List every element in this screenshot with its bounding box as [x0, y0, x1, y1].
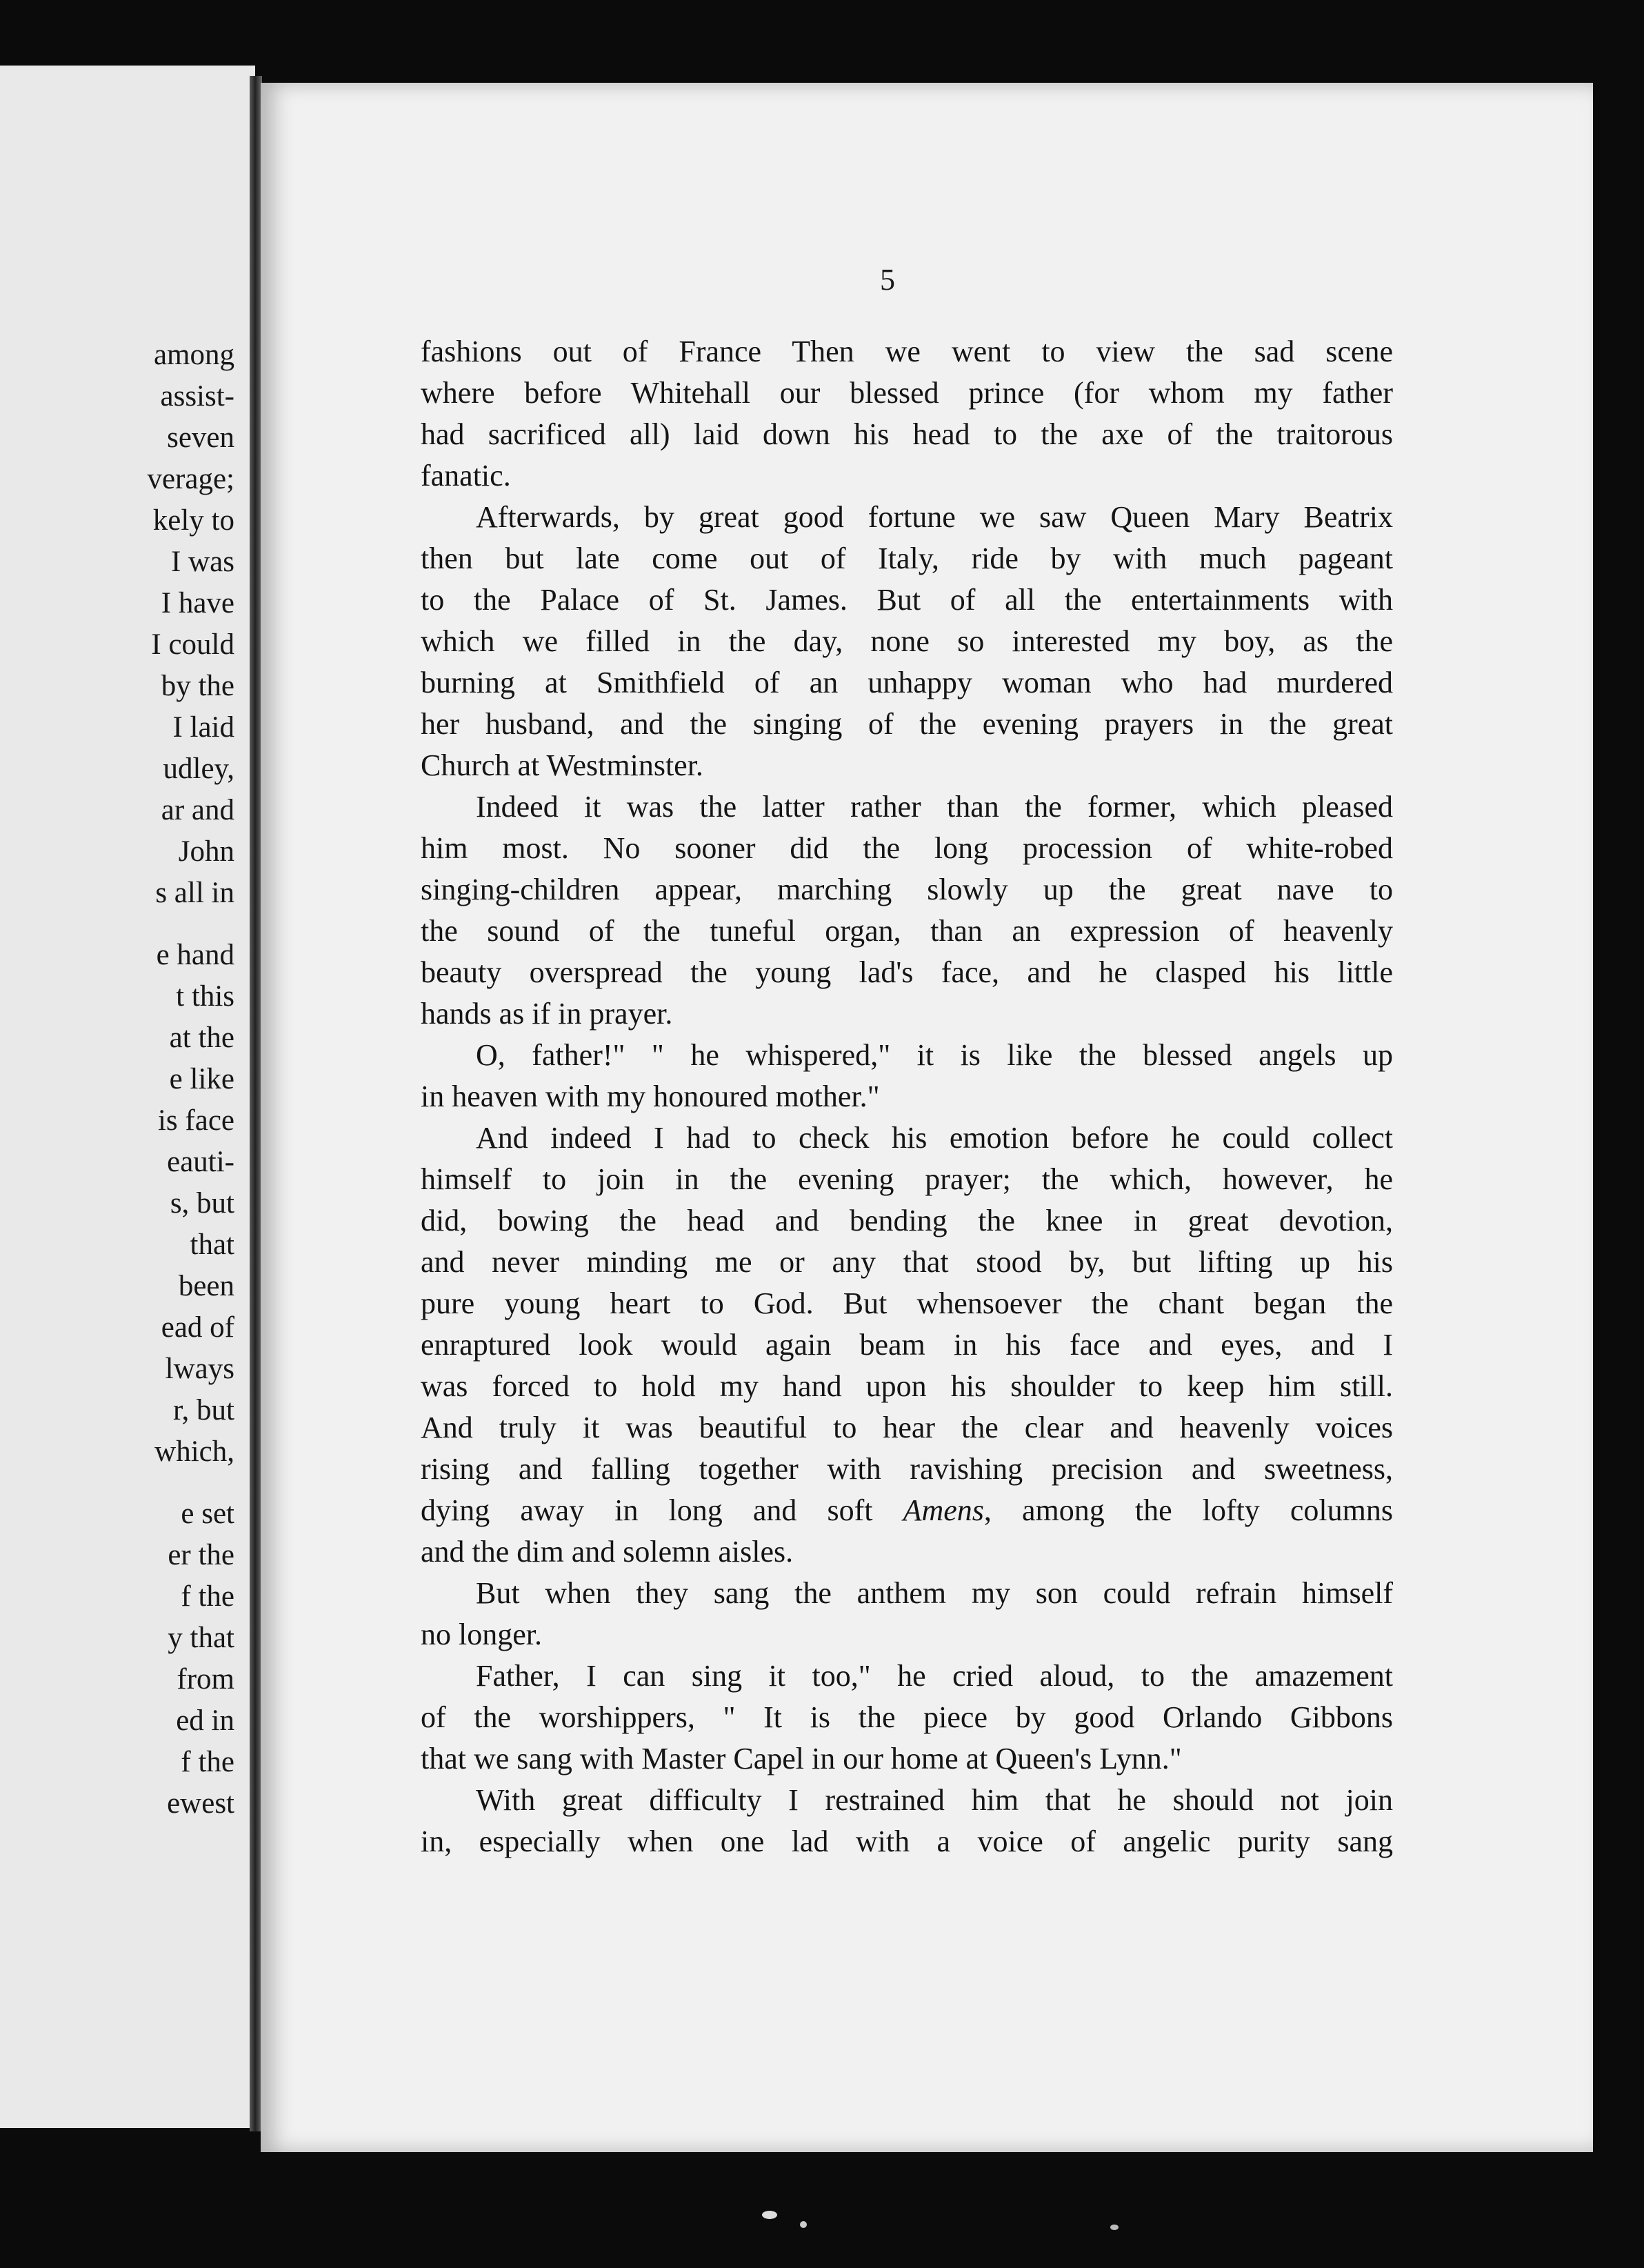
left-page-line: y that: [168, 1622, 234, 1654]
left-page-line: e hand: [156, 939, 234, 971]
left-page-line: assist-: [160, 380, 234, 412]
text-line: beauty overspread the young lad's face, and he clasped his little: [421, 955, 1393, 989]
text-line: was forced to hold my hand upon his shoulder to keep him still.: [421, 1369, 1393, 1403]
text-line: had sacrificed all) laid down his head to the axe of the traitorous: [421, 417, 1393, 451]
left-page-line: lways: [165, 1353, 234, 1385]
left-page-line: verage;: [147, 463, 234, 495]
left-page-line: I have: [161, 587, 234, 619]
text-line: O, father!" " he whispered," it is like the blessed angels up: [476, 1038, 1393, 1072]
text-line: Afterwards, by great good fortune we saw Queen Mary Beatrix: [476, 500, 1393, 534]
left-page-line: kely to: [152, 504, 234, 537]
text-line: of the worshippers, " It is the piece by good Orlando Gibbons: [421, 1700, 1393, 1734]
left-page-line: f the: [181, 1746, 234, 1778]
left-facing-page: [0, 66, 255, 2128]
text-line: where before Whitehall our blessed prince (for whom my father: [421, 376, 1393, 410]
text-line: and never minding me or any that stood by, but lifting up his: [421, 1245, 1393, 1279]
text-line: And truly it was beautiful to hear the clear and heavenly voices: [421, 1411, 1393, 1444]
left-page-line: e like: [169, 1063, 234, 1095]
scan-speck: [1110, 2225, 1119, 2230]
text-line: himself to join in the evening prayer; the which, however, he: [421, 1162, 1393, 1196]
text-line: her husband, and the singing of the evening prayers in the great: [421, 707, 1393, 741]
text-line: fanatic.: [421, 459, 511, 493]
text-line: in heaven with my honoured mother.": [421, 1080, 880, 1113]
text-line: to the Palace of St. James. But of all the entertainments with: [421, 583, 1393, 617]
text-line: in, especially when one lad with a voice of angelic purity sang: [421, 1824, 1393, 1858]
left-page-line: [147, 1473, 234, 1493]
text-line: no longer.: [421, 1618, 542, 1651]
left-page-line: s all in: [155, 877, 234, 909]
left-page-line: that: [190, 1228, 234, 1261]
left-page-line: er the: [168, 1539, 234, 1571]
text-line: that we sang with Master Capel in our home at Queen's Lynn.": [421, 1742, 1182, 1775]
left-page-line: I laid: [172, 711, 234, 744]
left-page-line: among: [153, 339, 234, 371]
left-page-text: [147, 335, 234, 1824]
left-page-line: seven: [167, 421, 234, 454]
left-page-line: is face: [157, 1104, 234, 1137]
text-line: burning at Smithfield of an unhappy woman who had murdered: [421, 666, 1393, 699]
text-line: which we filled in the day, none so interested my boy, as the: [421, 624, 1393, 658]
text-line: Indeed it was the latter rather than the former, which pleased: [476, 790, 1393, 824]
left-page-line: t this: [176, 980, 234, 1013]
text-line: And indeed I had to check his emotion before he could collect: [476, 1121, 1393, 1155]
text-line: dying away in long and soft Amens, among the lofty columns: [421, 1493, 1393, 1527]
text-line: then but late come out of Italy, ride by with much pageant: [421, 541, 1393, 575]
scan-speck: [800, 2221, 807, 2228]
left-page-line: I could: [151, 628, 234, 661]
text-line: hands as if in prayer.: [421, 997, 673, 1031]
left-page-line: eauti-: [167, 1146, 234, 1178]
text-line: Father, I can sing it too," he cried aloud, to the amazement: [476, 1659, 1393, 1693]
left-page-line: f the: [181, 1580, 234, 1613]
scan-speck: [762, 2211, 777, 2219]
text-line: rising and falling together with ravishing precision and sweetness,: [421, 1452, 1393, 1486]
text-line: pure young heart to God. But whensoever the chant began the: [421, 1286, 1393, 1320]
left-page-line: by the: [161, 670, 234, 702]
left-page-line: e set: [181, 1498, 234, 1530]
text-line: singing-children appear, marching slowly up the great nave to: [421, 873, 1393, 906]
left-page-line: ewest: [167, 1787, 234, 1820]
text-line: him most. No sooner did the long procession of white-robed: [421, 831, 1393, 865]
left-page-line: s, but: [170, 1187, 234, 1220]
left-page-line: been: [178, 1270, 234, 1302]
left-page-line: ead of: [161, 1311, 234, 1344]
right-page: [261, 83, 1593, 2152]
left-page-line: I was: [171, 546, 234, 578]
body-text: [421, 331, 1393, 1862]
text-line: did, bowing the head and bending the knee in great devotion,: [421, 1204, 1393, 1237]
text-line: enraptured look would again beam in his face and eyes, and I: [421, 1328, 1393, 1362]
left-page-line: John: [178, 835, 234, 868]
left-page-line: which,: [154, 1435, 234, 1468]
left-page-line: from: [177, 1663, 234, 1695]
left-page-line: ar and: [161, 794, 234, 826]
left-page-line: udley,: [163, 753, 234, 785]
text-line: fashions out of France Then we went to view the sad scene: [421, 335, 1393, 368]
page-number: 5: [880, 263, 895, 297]
left-page-line: ed in: [176, 1704, 234, 1737]
text-line: With great difficulty I restrained him that he should not join: [476, 1783, 1393, 1817]
text-line: Church at Westminster.: [421, 748, 703, 782]
left-page-line: at the: [169, 1022, 234, 1054]
left-page-line: [147, 914, 234, 935]
text-line: the sound of the tuneful organ, than an expression of heavenly: [421, 914, 1393, 948]
left-page-line: r, but: [172, 1394, 234, 1426]
text-line: But when they sang the anthem my son could refrain himself: [476, 1576, 1393, 1610]
text-line: and the dim and solemn aisles.: [421, 1535, 794, 1569]
